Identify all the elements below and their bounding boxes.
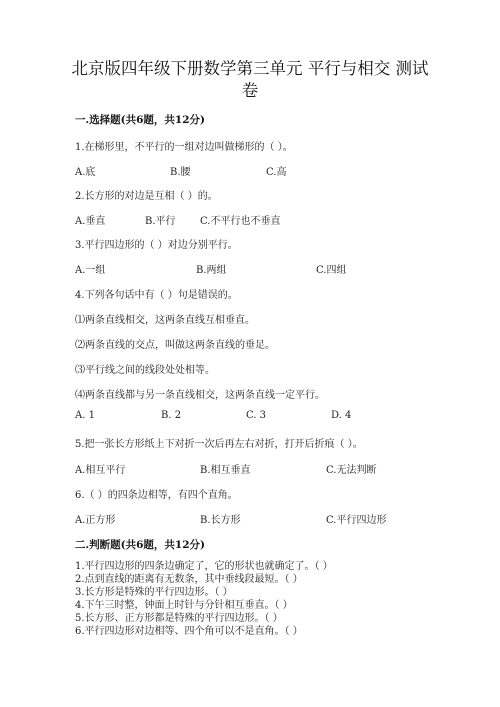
q5-option-a: A.相互平行	[75, 465, 126, 476]
q4-option-b: B. 2	[161, 410, 182, 421]
q3-option-a: A.一组	[75, 265, 106, 276]
q4-statement-1: ⑴两条直线相交，这两条直线互相垂直。	[75, 315, 255, 326]
tf-item-4: 4.下午三时整，钟面上时针与分针相互垂直。（ ）	[75, 600, 293, 611]
tf-item-2: 2.点到直线的距离有无数条，其中垂线段最短。（ ）	[75, 574, 303, 585]
q5-option-c: C.无法判断	[326, 465, 377, 476]
q4-option-d: D. 4	[331, 410, 352, 421]
question-1: 1.在梯形里，不平行的一组对边叫做梯形的（ ）。	[75, 142, 293, 153]
q2-option-c: C.不平行也不垂直	[200, 216, 281, 227]
q6-option-b: B.长方形	[200, 515, 241, 526]
q4-option-a: A. 1	[75, 410, 95, 421]
section-heading-true-false: 二.判断题(共6题，共12分)	[75, 539, 206, 551]
question-4: 4.下列各句话中有（ ）句是错误的。	[75, 290, 238, 301]
q1-option-c: C.高	[266, 167, 287, 178]
q4-option-c: C. 3	[246, 410, 267, 421]
question-3: 3.平行四边形的（ ）对边分别平行。	[75, 240, 238, 251]
tf-item-6: 6.平行四边形对边相等、四个角可以不是直角。（ ）	[75, 626, 303, 637]
q1-option-a: A.底	[75, 167, 96, 178]
title-line-2: 卷	[241, 81, 259, 100]
tf-item-3: 3.长方形是特殊的平行四边形。（ ）	[75, 587, 233, 598]
question-6: 6.（ ）的四条边相等，有四个直角。	[75, 490, 238, 501]
q4-statement-2: ⑵两条直线的交点，叫做这两条直线的垂足。	[75, 340, 275, 351]
q4-statement-3: ⑶平行线之间的线段处处相等。	[75, 365, 215, 376]
q2-option-b: B.平行	[145, 216, 176, 227]
q5-option-b: B.相互垂直	[200, 465, 251, 476]
q6-option-a: A.正方形	[75, 515, 116, 526]
q4-statement-4: ⑷两条直线都与另一条直线相交，这两条直线一定平行。	[75, 390, 325, 401]
q1-option-b: B.腰	[170, 167, 191, 178]
tf-item-5: 5.长方形、正方形都是特殊的平行四边形。（ ）	[75, 613, 283, 624]
question-5: 5.把一张长方形纸上下对折一次后再左右对折，打开后折痕（ ）。	[75, 439, 363, 450]
section-heading-choice: 一.选择题(共6题，共12分)	[75, 114, 206, 126]
q3-option-b: B.两组	[196, 265, 227, 276]
page-title	[60, 58, 440, 102]
q2-option-a: A.垂直	[75, 216, 106, 227]
question-2: 2.长方形的对边是互相（ ）的。	[75, 191, 218, 202]
tf-item-1: 1.平行四边形的四条边确定了，它的形状也就确定了。（ ）	[75, 561, 333, 572]
title-line-1: 北京版四年级下册数学第三单元 平行与相交 测试	[71, 59, 429, 78]
q6-option-c: C.平行四边形	[326, 515, 387, 526]
q3-option-c: C.四组	[316, 265, 347, 276]
